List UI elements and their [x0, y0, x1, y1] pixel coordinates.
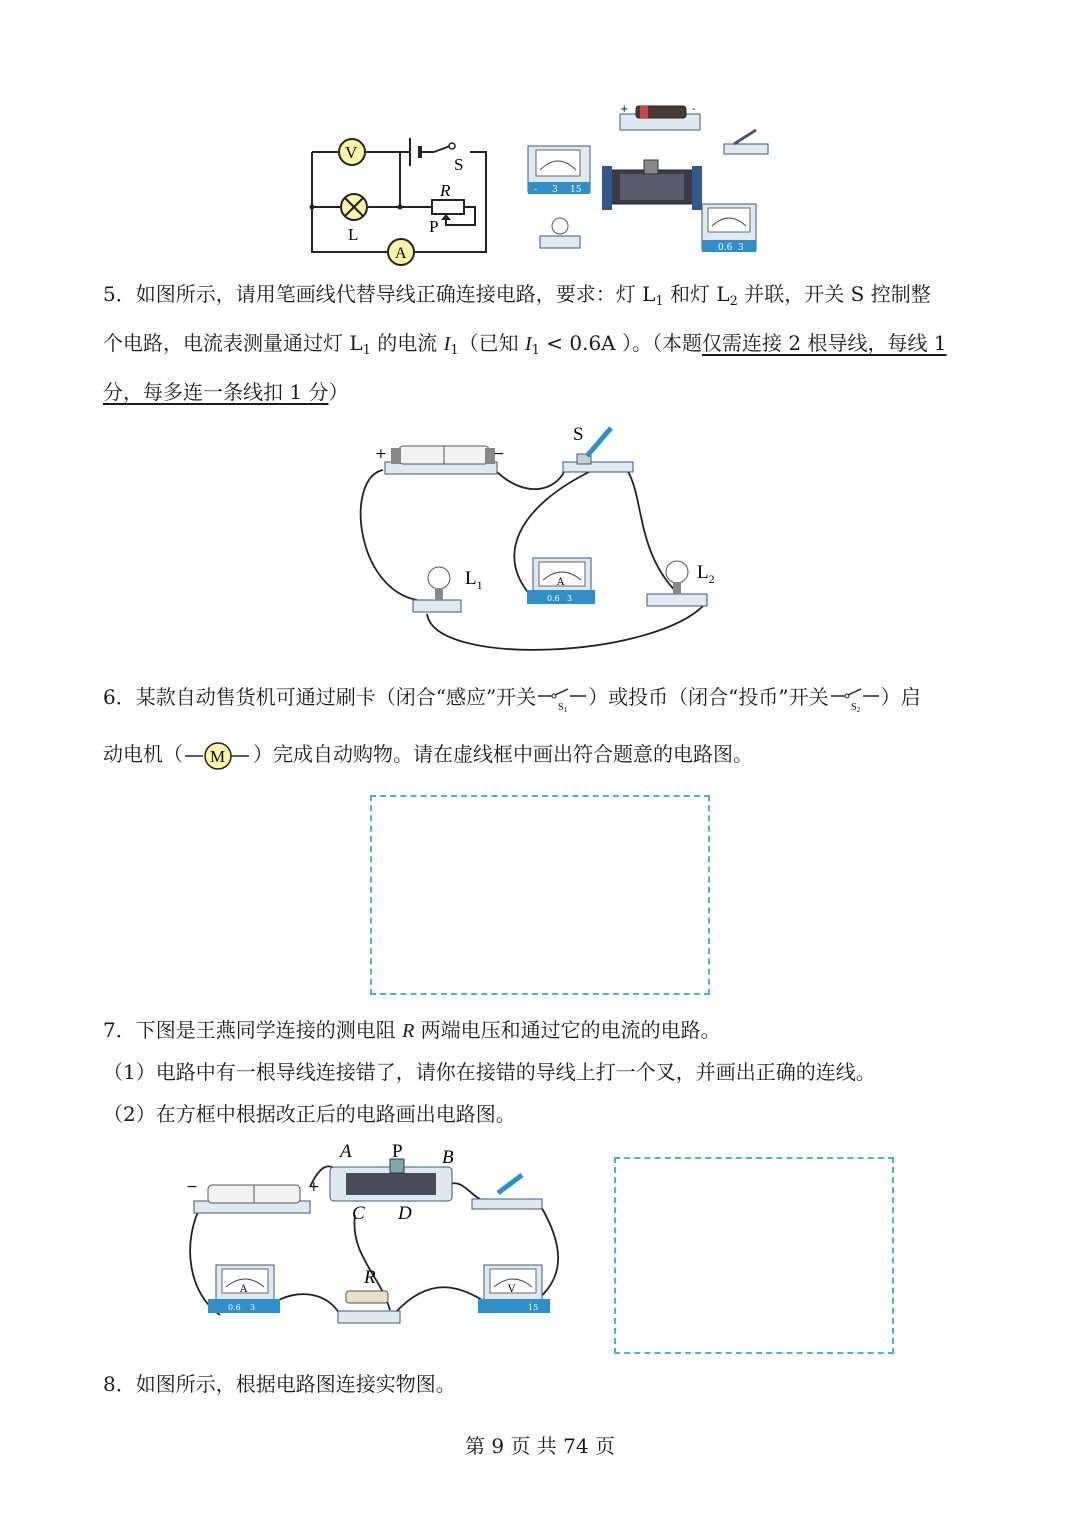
q5-battery-minus: − — [493, 446, 505, 462]
top-equipment-illustration — [520, 100, 780, 265]
q7-equipment-figure — [180, 1135, 570, 1335]
meter-15-label: 15 — [570, 185, 582, 195]
q6-answer-box[interactable] — [370, 795, 710, 995]
q7-line-2: （1）电路中有一根导线连接错了，请你在接错的导线上打一个叉，并画出正确的连线。 — [103, 1060, 876, 1084]
top-circuit-diagram — [300, 100, 500, 270]
q7-ammeter-3: 3 — [250, 1303, 256, 1312]
q7-label-D: D — [398, 1203, 412, 1224]
q5-ammeter-3: 3 — [567, 594, 573, 603]
q5-line-2: 个电路，电流表测量通过灯 $L_1$ 的电流 $I_1$（已知 $I_1 < 0.6A$ ）。（本题仅需连接 2 根导线，每线 1 — [103, 331, 947, 358]
label-A: A — [395, 245, 407, 262]
ammeter-3-label: 3 — [738, 243, 744, 253]
label-S: S — [454, 155, 464, 174]
meter-minus-label: - — [534, 185, 538, 195]
q7-voltmeter-15: 15 — [528, 1303, 539, 1312]
motor-symbol — [183, 741, 253, 771]
q7-label-C: C — [352, 1203, 365, 1224]
q7-ammeter-label: A — [240, 1284, 248, 1295]
q6-line-1: 6．某款自动售货机可通过刷卡（闭合“感应”开关 $S_1$ ）或投币（闭合“投币”开关 $S_2$ ）启 — [103, 685, 921, 714]
switch-s1-symbol — [536, 684, 588, 714]
label-P: P — [429, 217, 439, 236]
q5-l1-label: $L_1$ — [465, 568, 483, 592]
svg-text:M: M — [210, 746, 226, 766]
svg-text:S1: $S_1$ — [558, 701, 568, 714]
q5-switch-label: S — [573, 424, 584, 445]
q5-l2-label: $L_2$ — [697, 562, 715, 586]
label-V: V — [345, 143, 358, 162]
q7-resistor-label: R — [364, 1267, 376, 1288]
q7-label-A: A — [340, 1141, 352, 1162]
q7-battery-minus: − — [186, 1179, 198, 1195]
label-R: R — [440, 181, 451, 200]
q7-label-P: P — [392, 1141, 403, 1162]
q7-label-B: B — [442, 1147, 454, 1168]
ammeter-06-label: 0.6 — [718, 243, 733, 253]
q7-line-1: 7．下图是王燕同学连接的测电阻 R 两端电压和通过它的电流的电路。 — [103, 1018, 721, 1042]
q6-line-2: 动电机（ M ）完成自动购物。请在虚线框中画出符合题意的电路图。 — [103, 740, 753, 771]
q5-equipment-figure — [355, 418, 725, 663]
q7-voltmeter-label: V — [508, 1284, 516, 1295]
battery-minus: - — [692, 104, 696, 115]
q7-answer-box[interactable] — [614, 1157, 894, 1354]
meter-3-label: 3 — [552, 185, 558, 195]
q5-line-3: 分，每多连一条线扣 1 分） — [103, 380, 349, 404]
page-footer: 第 9 页 共 74 页 — [465, 1434, 615, 1458]
battery-plus: + — [620, 104, 629, 115]
q5-battery-plus: + — [375, 446, 387, 462]
q7-line-3: （2）在方框中根据改正后的电路画出电路图。 — [103, 1102, 516, 1126]
switch-s2-symbol — [829, 684, 881, 714]
q5-ammeter-06: 0.6 — [547, 594, 560, 603]
svg-text:S2: $S_2$ — [850, 701, 860, 714]
q8-line-1: 8．如图所示，根据电路图连接实物图。 — [103, 1372, 456, 1396]
q5-line-1: 5．如图所示，请用笔画线代替导线正确连接电路，要求：灯 $L_1$ 和灯 $L_2$ 并联，开关 S 控制整 — [103, 282, 931, 309]
q7-ammeter-06: 0.6 — [228, 1303, 241, 1312]
label-L: L — [348, 225, 359, 244]
q5-ammeter-label: A — [557, 577, 565, 588]
q7-battery-plus: + — [308, 1179, 320, 1195]
